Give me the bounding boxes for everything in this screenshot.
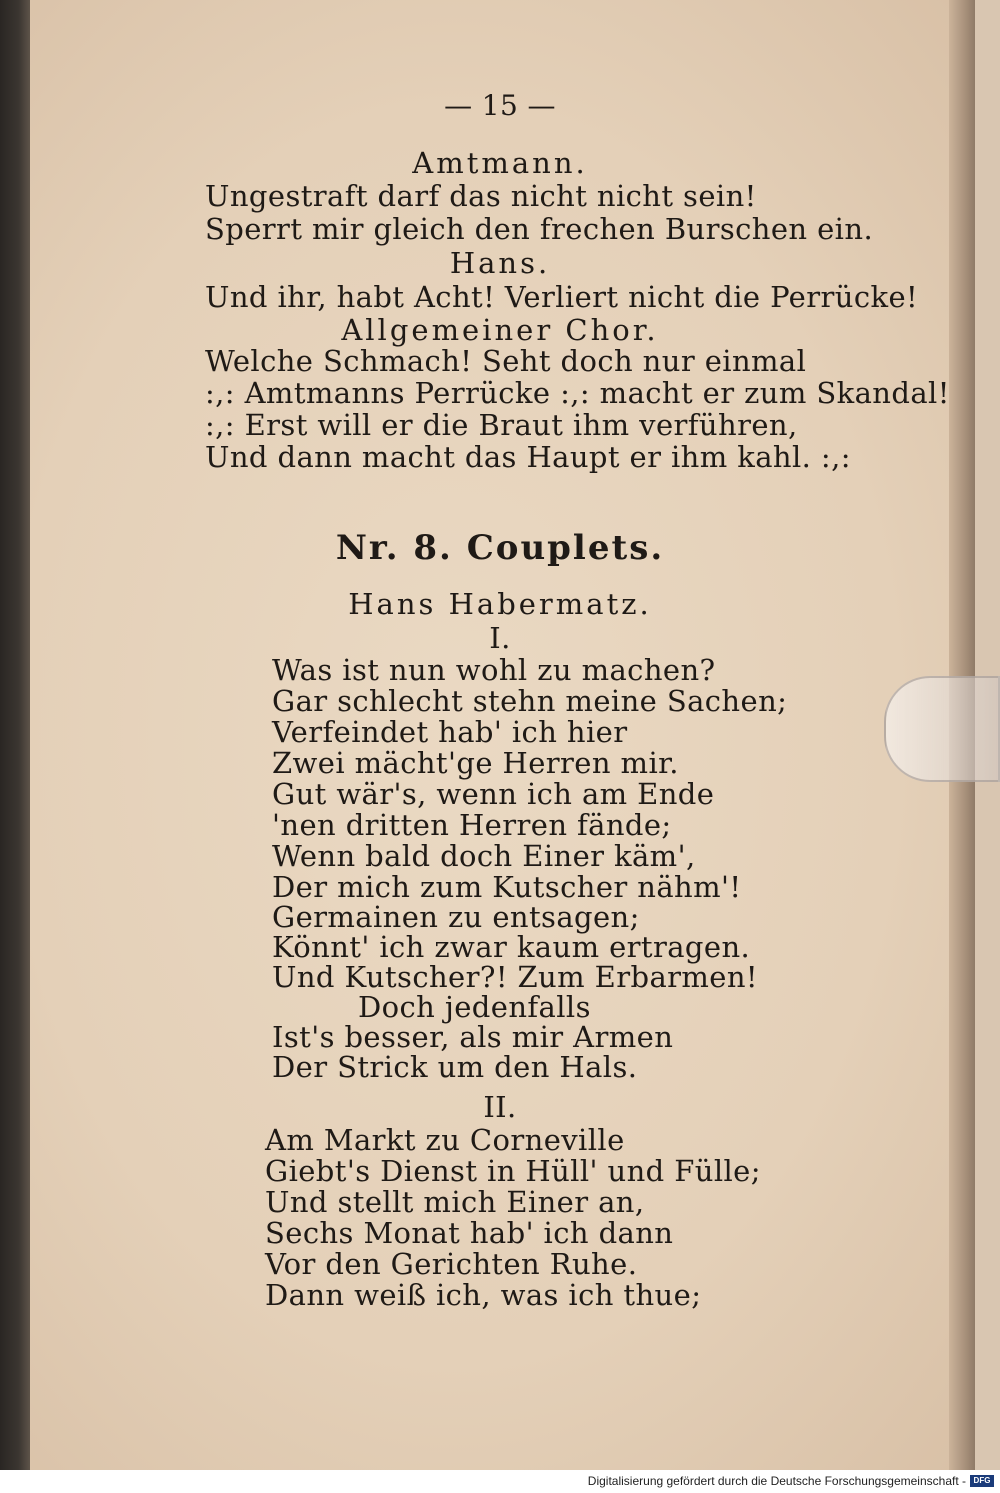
verse-line: Und Kutscher?! Zum Erbarmen! <box>272 960 758 994</box>
book-binding <box>0 0 34 1470</box>
verse-line: Der mich zum Kutscher nähm'! <box>272 870 742 904</box>
text-line: Ungestraft darf das nicht nicht sein! <box>205 179 757 213</box>
text-line: Und ihr, habt Acht! Verliert nicht die Perrücke! <box>205 280 919 314</box>
page-number: — 15 — <box>444 89 556 122</box>
text-line: :,: Erst will er die Braut ihm verführen, <box>205 408 798 442</box>
verse-number: II. <box>483 1090 517 1124</box>
funding-credit: Digitalisierung gefördert durch die Deutsche Forschungsgemeinschaft - <box>587 1474 966 1488</box>
verse-line: Wenn bald doch Einer käm', <box>272 839 696 873</box>
text-line: Sperrt mir gleich den frechen Burschen ein. <box>205 212 874 246</box>
verse-line: Dann weiß ich, was ich thue; <box>265 1278 702 1312</box>
verse-line: Ist's besser, als mir Armen <box>272 1020 674 1054</box>
verse-number: I. <box>489 621 511 655</box>
page-clip <box>884 676 1000 782</box>
footer-bar <box>0 1470 1000 1493</box>
verse-line: Vor den Gerichten Ruhe. <box>265 1247 638 1281</box>
verse-line: Und stellt mich Einer an, <box>265 1185 645 1219</box>
verse-line: Giebt's Dienst in Hüll' und Fülle; <box>265 1154 761 1188</box>
speaker-chor: Allgemeiner Chor. <box>341 313 659 347</box>
verse-line: Der Strick um den Hals. <box>272 1050 638 1084</box>
verse-line: Was ist nun wohl zu machen? <box>272 653 716 687</box>
verse-line: Verfeindet hab' ich hier <box>272 715 628 749</box>
dfg-logo: DFG <box>970 1475 994 1487</box>
text-line: Und dann macht das Haupt er ihm kahl. :,: <box>205 440 851 474</box>
verse-line: Germainen zu entsagen; <box>272 900 640 934</box>
verse-line: Sechs Monat hab' ich dann <box>265 1216 674 1250</box>
verse-line: Am Markt zu Corneville <box>265 1123 625 1157</box>
verse-line: Doch jedenfalls <box>358 990 591 1024</box>
speaker-hans-habermatz: Hans Habermatz. <box>348 587 652 621</box>
section-heading: Nr. 8. Couplets. <box>335 528 665 568</box>
verse-line: Gut wär's, wenn ich am Ende <box>272 777 715 811</box>
text-line: Welche Schmach! Seht doch nur einmal <box>205 344 807 378</box>
verse-line: 'nen dritten Herren fände; <box>272 808 672 842</box>
verse-line: Gar schlecht stehn meine Sachen; <box>272 684 788 718</box>
verse-line: Könnt' ich zwar kaum ertragen. <box>272 930 751 964</box>
verse-line: Zwei mächt'ge Herren mir. <box>272 746 679 780</box>
speaker-amtmann: Amtmann. <box>412 146 588 180</box>
text-line: :,: Amtmanns Perrücke :,: macht er zum Skandal! <box>205 376 950 410</box>
speaker-hans: Hans. <box>449 246 551 280</box>
